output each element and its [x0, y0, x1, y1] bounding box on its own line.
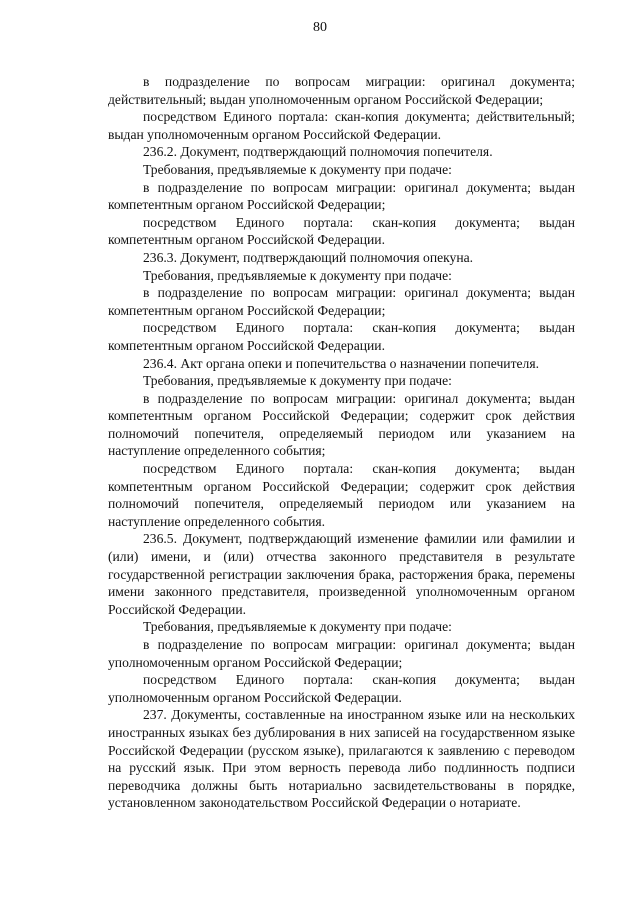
- paragraph: посредством Единого портала: скан-копия документа; действительный; выдан уполномоченным органом Российской Федерации.: [108, 109, 575, 142]
- paragraph: 236.2. Документ, подтверждающий полномочия попечителя.: [143, 144, 493, 160]
- paragraph: 236.5. Документ, подтверждающий изменение фамилии или фамилии и (или) имени, и (или) отчества законного представителя в результате государственной регистрации заключения брака, расторжения брака, перемены имени законного представителя, произведенной уполномоченным органом Российской Федерации.: [108, 531, 575, 617]
- paragraph: посредством Единого портала: скан-копия документа; выдан компетентным органом Российской Федерации; содержит срок действия полномочий попечителя, определяемый периодом или указанием на наступление определенного события.: [108, 461, 575, 529]
- page-number: 80: [313, 20, 327, 35]
- paragraph: Требования, предъявляемые к документу при подаче:: [143, 161, 452, 177]
- paragraph: Требования, предъявляемые к документу при подаче:: [143, 619, 452, 635]
- paragraph: посредством Единого портала: скан-копия документа; выдан уполномоченным органом Российской Федерации.: [108, 672, 575, 705]
- paragraph: Требования, предъявляемые к документу при подаче:: [143, 373, 452, 389]
- paragraph: в подразделение по вопросам миграции: оригинал документа; выдан компетентным органом Российской Федерации;: [108, 179, 575, 213]
- paragraph: 236.3. Документ, подтверждающий полномочия опекуна.: [143, 249, 474, 265]
- paragraph: в подразделение по вопросам миграции: оригинал документа; выдан уполномоченным органом Российской Федерации;: [108, 637, 575, 670]
- paragraph: в подразделение по вопросам миграции: оригинал документа; выдан компетентным органом Российской Федерации; содержит срок действия полномочий попечителя, определяемый периодом или указанием на наступление определенного события;: [108, 390, 575, 459]
- paragraph: Требования, предъявляемые к документу при подаче:: [143, 267, 452, 283]
- paragraph: посредством Единого портала: скан-копия документа; выдан компетентным органом Российской Федерации.: [108, 214, 575, 248]
- paragraph: посредством Единого портала: скан-копия документа; выдан компетентным органом Российской Федерации.: [108, 320, 575, 353]
- paragraph: в подразделение по вопросам миграции: оригинал документа; действительный; выдан уполномоченным органом Российской Федерации;: [108, 74, 575, 107]
- paragraph: 236.4. Акт органа опеки и попечительства о назначении попечителя.: [143, 355, 539, 371]
- document-body: [108, 73, 575, 812]
- paragraph: в подразделение по вопросам миграции: оригинал документа; выдан компетентным органом Российской Федерации;: [108, 285, 575, 318]
- paragraph: 237. Документы, составленные на иностранном языке или на нескольких иностранных языках без дублирования в них записей на государственном языке Российской Федерации (русском языке), прилагаются к заявлению с переводом на русский язык. При этом верность перевода либо подлинность подписи переводчика должны быть нотариально засвидетельствованы в порядке, установленном законодательством Российской Федерации о нотариате.: [108, 707, 575, 811]
